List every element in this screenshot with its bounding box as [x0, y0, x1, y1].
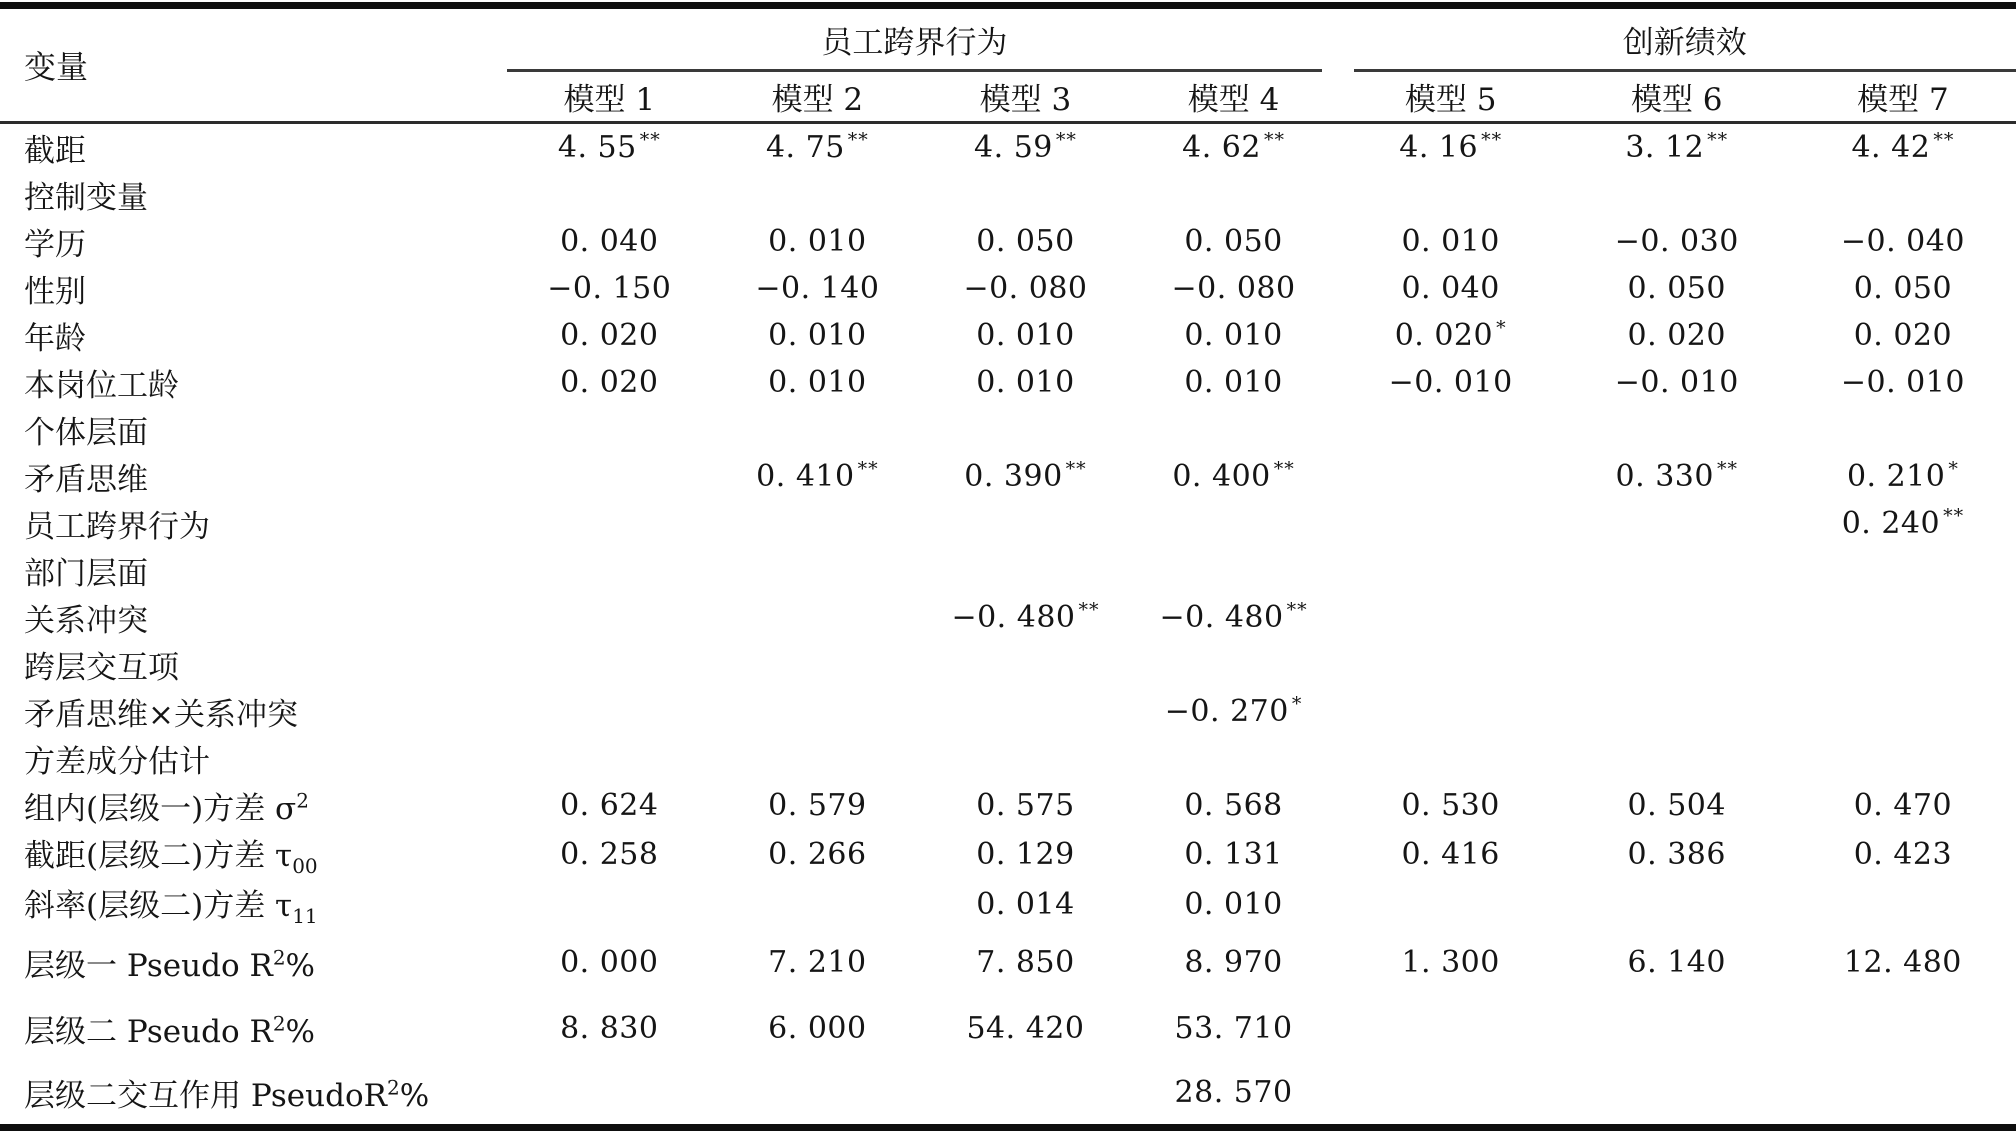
value-cell: 1. 300 [1401, 944, 1500, 980]
value-cell [505, 171, 713, 218]
value-cell: 7. 850 [976, 944, 1075, 980]
value-cell: 8. 830 [560, 1010, 659, 1046]
value-cell [713, 879, 921, 929]
value-cell [1338, 641, 1564, 688]
row-label: 组内(层级一)方差 $\sigma^2$ [24, 788, 309, 827]
value-cell [1790, 879, 2016, 929]
value-cell [1130, 171, 1338, 218]
value-cell: 4. 59 ** [974, 129, 1077, 165]
value-cell [713, 500, 921, 547]
value-cell [1338, 406, 1564, 453]
value-cell [505, 453, 713, 500]
value-cell [1790, 594, 2016, 641]
table-row [0, 171, 2016, 218]
value-cell: 6. 000 [768, 1010, 867, 1046]
value-cell: −0. 080 [1171, 271, 1296, 306]
value-cell: 53. 710 [1174, 1010, 1293, 1046]
value-cell [713, 735, 921, 782]
value-cell [505, 406, 713, 453]
value-cell [1790, 1061, 2016, 1127]
value-cell [1338, 547, 1564, 594]
value-cell [1338, 1061, 1564, 1127]
value-cell: 0. 050 [976, 224, 1075, 259]
table-row [0, 406, 2016, 453]
value-cell: 0. 530 [1401, 788, 1500, 823]
value-cell: 0. 050 [1184, 224, 1283, 259]
value-cell [505, 641, 713, 688]
table-row [0, 218, 2016, 265]
table-row [0, 829, 2016, 879]
value-cell [921, 735, 1129, 782]
value-cell: −0. 140 [755, 271, 880, 306]
value-cell [1564, 735, 1790, 782]
value-cell: 0. 579 [768, 788, 867, 823]
value-cell: 0. 010 [976, 365, 1075, 400]
row-label: 斜率(层级二)方差 $\tau_{11}$ [24, 888, 318, 929]
row-label: 学历 [24, 227, 86, 263]
value-cell: −0. 010 [1614, 365, 1739, 400]
row-label: 控制变量 [24, 180, 148, 216]
value-cell [1338, 688, 1564, 735]
table-row [0, 453, 2016, 500]
row-label: 个体层面 [24, 415, 148, 451]
value-cell: 0. 400 ** [1172, 458, 1295, 494]
table-row [0, 359, 2016, 406]
value-cell [921, 171, 1129, 218]
value-cell [1564, 500, 1790, 547]
value-cell: 0. 014 [976, 886, 1075, 922]
table-row [0, 547, 2016, 594]
model-header: 模型 2 [713, 72, 921, 123]
value-cell: 12. 480 [1843, 944, 1962, 980]
value-cell [713, 547, 921, 594]
value-cell: 0. 129 [976, 836, 1075, 872]
group-header-row [0, 6, 2016, 73]
value-cell: 0. 010 [1184, 886, 1283, 922]
value-cell [1338, 879, 1564, 929]
value-cell: 8. 970 [1184, 944, 1283, 980]
value-cell [1564, 406, 1790, 453]
value-cell [1338, 500, 1564, 547]
value-cell: 0. 504 [1627, 788, 1726, 823]
value-cell [1790, 547, 2016, 594]
value-cell [1564, 995, 1790, 1061]
value-cell [1338, 735, 1564, 782]
value-cell: −0. 480 ** [951, 599, 1100, 635]
value-cell [1338, 453, 1564, 500]
value-cell [1790, 171, 2016, 218]
value-cell: 0. 330 ** [1615, 458, 1738, 494]
value-cell [1130, 641, 1338, 688]
value-cell: −0. 040 [1840, 224, 1965, 259]
table-row [0, 265, 2016, 312]
value-cell [713, 641, 921, 688]
value-cell [921, 1061, 1129, 1127]
value-cell: 0. 266 [768, 836, 867, 872]
value-cell: 0. 416 [1401, 836, 1500, 872]
value-cell: 0. 240 ** [1841, 505, 1965, 541]
value-cell [1130, 735, 1338, 782]
row-label: 层级一 Pseudo $R^2\%$ [24, 945, 316, 984]
value-cell: 0. 050 [1627, 271, 1726, 306]
value-cell: −0. 080 [963, 271, 1088, 306]
value-cell: 0. 010 [976, 318, 1075, 353]
value-cell: 0. 624 [560, 788, 659, 823]
table-row [0, 1061, 2016, 1127]
model-header: 模型 5 [1338, 72, 1564, 123]
value-cell [1130, 406, 1338, 453]
table-row [0, 123, 2016, 172]
row-label: 部门层面 [24, 556, 148, 592]
table-row [0, 594, 2016, 641]
value-cell [1130, 500, 1338, 547]
value-cell [1564, 594, 1790, 641]
table-row [0, 879, 2016, 929]
value-cell: −0. 030 [1614, 224, 1739, 259]
regression-table [0, 2, 2016, 1131]
group-header-innovation-performance [1338, 6, 2016, 73]
value-cell: 7. 210 [768, 944, 867, 980]
value-cell: 0. 000 [560, 944, 659, 980]
value-cell: 0. 010 [768, 365, 867, 400]
value-cell [921, 500, 1129, 547]
row-label: 截距 [24, 133, 86, 169]
value-cell: −0. 150 [547, 271, 672, 306]
row-label: 矛盾思维×关系冲突 [24, 697, 298, 733]
value-cell: 0. 020 [560, 318, 659, 353]
value-cell: 0. 040 [560, 224, 659, 259]
value-cell: 0. 575 [976, 788, 1075, 823]
row-label: 年龄 [24, 321, 86, 357]
value-cell: −0. 010 [1388, 365, 1513, 400]
value-cell [1790, 995, 2016, 1061]
model-header: 模型 4 [1130, 72, 1338, 123]
table-row [0, 929, 2016, 995]
value-cell [713, 406, 921, 453]
table-row [0, 641, 2016, 688]
value-cell [1790, 688, 2016, 735]
table-row [0, 782, 2016, 829]
value-cell: 0. 050 [1853, 271, 1953, 306]
row-label: 矛盾思维 [24, 462, 148, 498]
value-cell [505, 735, 713, 782]
row-label: 层级二交互作用 PseudoR$^2$% [24, 1075, 430, 1115]
value-cell: 4. 75 ** [765, 129, 869, 165]
value-cell [1564, 171, 1790, 218]
value-cell: 0. 390 ** [964, 458, 1087, 494]
value-cell: 0. 010 [1401, 224, 1500, 259]
row-label: 本岗位工龄 [24, 368, 179, 404]
value-cell: 4. 62 ** [1182, 129, 1285, 165]
value-cell [505, 547, 713, 594]
value-cell: 3. 12 ** [1625, 129, 1729, 165]
value-cell [713, 594, 921, 641]
value-cell: 0. 010 [1184, 318, 1283, 353]
value-cell [713, 688, 921, 735]
table-row [0, 995, 2016, 1061]
value-cell [921, 641, 1129, 688]
value-cell: 0. 010 [768, 224, 867, 259]
value-cell: 0. 020 * [1394, 317, 1507, 353]
value-cell: 0. 020 [1627, 318, 1726, 353]
value-cell [1564, 688, 1790, 735]
value-cell [1564, 1061, 1790, 1127]
value-cell [921, 547, 1129, 594]
value-cell [505, 879, 713, 929]
value-cell: 0. 010 [768, 318, 867, 353]
value-cell: −0. 480 ** [1159, 599, 1308, 635]
value-cell [505, 1061, 713, 1127]
row-label: 关系冲突 [24, 603, 148, 639]
value-cell: −0. 010 [1840, 365, 1965, 400]
table-row [0, 688, 2016, 735]
value-cell: 0. 258 [560, 836, 659, 872]
value-cell: 28. 570 [1174, 1075, 1293, 1111]
group-label: 创新绩效 [1622, 25, 1747, 61]
row-label: 层级二 Pseudo $R^2\%$ [24, 1011, 316, 1050]
value-cell [505, 594, 713, 641]
row-label: 跨层交互项 [24, 650, 179, 686]
value-cell: 0. 020 [560, 365, 659, 400]
value-cell: 4. 55 ** [557, 129, 661, 165]
value-cell [713, 171, 921, 218]
value-cell: 0. 010 [1184, 365, 1283, 400]
value-cell: 6. 140 [1627, 944, 1726, 980]
value-cell: −0. 270 * [1164, 693, 1303, 729]
value-cell [1564, 641, 1790, 688]
value-cell [1338, 594, 1564, 641]
value-cell: 0. 410 ** [756, 458, 879, 494]
row-label: 截距(层级二)方差 $\tau_{00}$ [24, 838, 318, 879]
row-label: 性别 [24, 274, 86, 310]
value-cell: 0. 470 [1853, 788, 1953, 823]
group-header-boundary-behavior [505, 6, 1337, 73]
model-header: 模型 1 [505, 72, 713, 123]
model-header: 模型 7 [1790, 72, 2016, 123]
value-cell [1338, 171, 1564, 218]
model-header: 模型 6 [1564, 72, 1790, 123]
table-row [0, 500, 2016, 547]
variable-column-header: 变量 [0, 6, 505, 123]
value-cell [1790, 641, 2016, 688]
table-row [0, 312, 2016, 359]
row-label: 方差成分估计 [24, 744, 210, 780]
table-row [0, 735, 2016, 782]
group-label: 员工跨界行为 [821, 25, 1008, 61]
value-cell: 54. 420 [966, 1010, 1085, 1046]
model-header: 模型 3 [921, 72, 1129, 123]
value-cell [1338, 995, 1564, 1061]
row-label: 员工跨界行为 [24, 509, 210, 545]
value-cell: 0. 131 [1184, 836, 1283, 872]
value-cell [505, 688, 713, 735]
value-cell [921, 688, 1129, 735]
value-cell [1130, 547, 1338, 594]
value-cell [505, 500, 713, 547]
value-cell: 0. 210 * [1846, 458, 1959, 494]
value-cell [1790, 735, 2016, 782]
value-cell: 0. 423 [1853, 836, 1953, 872]
value-cell: 0. 568 [1184, 788, 1283, 823]
value-cell [1790, 406, 2016, 453]
value-cell [1564, 879, 1790, 929]
value-cell: 0. 040 [1401, 271, 1500, 306]
value-cell [1564, 547, 1790, 594]
value-cell: 4. 42 ** [1851, 129, 1955, 165]
value-cell [921, 406, 1129, 453]
value-cell: 0. 020 [1853, 318, 1953, 353]
value-cell [713, 1061, 921, 1127]
value-cell: 0. 386 [1627, 836, 1726, 872]
value-cell: 4. 16 ** [1399, 129, 1503, 165]
